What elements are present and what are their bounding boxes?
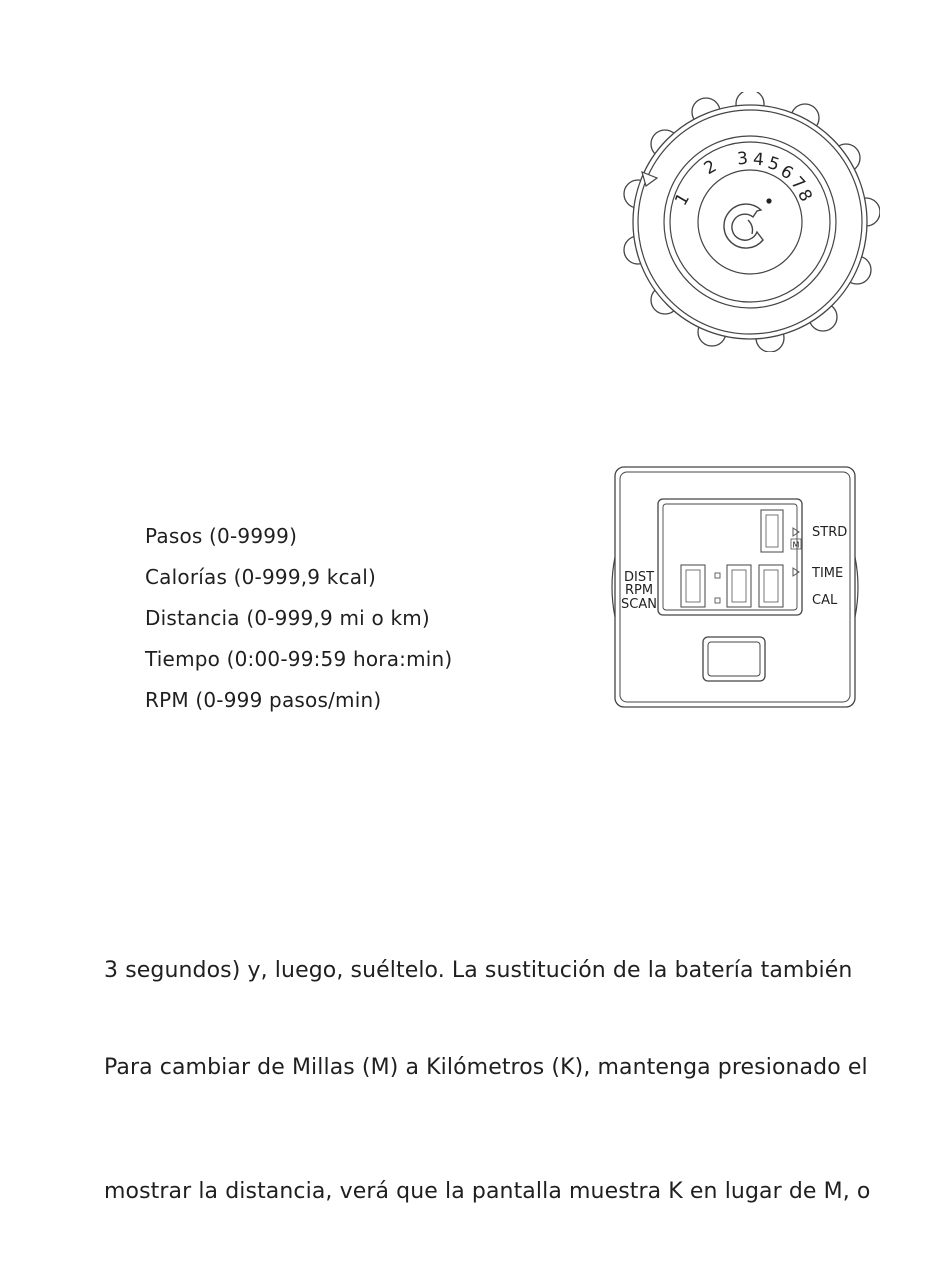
dial-number: 4 bbox=[752, 149, 765, 171]
console-mode-button[interactable] bbox=[703, 637, 765, 681]
metrics-list bbox=[145, 516, 452, 721]
console-label-rpm: RPM bbox=[624, 583, 654, 598]
unit-indicator: M bbox=[792, 540, 800, 550]
console-label-dist: DIST bbox=[623, 570, 655, 585]
dial-number: 6 bbox=[776, 161, 797, 185]
dial-number: 3 bbox=[736, 148, 749, 170]
metric-distance: Distancia (0-999,9 mi o km) bbox=[145, 606, 430, 630]
metric-steps: Pasos (0-9999) bbox=[145, 524, 298, 548]
resistance-dial-svg bbox=[620, 92, 880, 352]
metric-calories: Calorías (0-999,9 kcal) bbox=[145, 565, 376, 589]
resistance-dial-illustration bbox=[620, 92, 880, 352]
paragraph-line: mostrar la distancia, verá que la pantalla muestra K en lugar de M, o bbox=[104, 1179, 871, 1204]
console-label-scan: SCAN bbox=[621, 597, 657, 612]
metric-rpm: RPM (0-999 pasos/min) bbox=[145, 688, 382, 712]
paragraph-line: Para cambiar de Millas (M) a Kilómetros (K), mantenga presionado el bbox=[104, 1055, 868, 1080]
console-svg bbox=[603, 462, 863, 712]
dial-number: 2 bbox=[700, 156, 721, 180]
metric-time: Tiempo (0:00-99:59 hora:min) bbox=[145, 647, 453, 671]
console-label-strd: STRD bbox=[812, 525, 848, 540]
console-label-time: TIME bbox=[812, 566, 844, 581]
console-illustration bbox=[603, 462, 863, 712]
paragraph-line: 3 segundos) y, luego, suéltelo. La sustitución de la batería también bbox=[104, 958, 853, 983]
dial-number: 5 bbox=[765, 153, 782, 176]
dial-number: 8 bbox=[793, 186, 816, 206]
dial-number: 1 bbox=[671, 189, 695, 210]
dial-indicator-dot bbox=[766, 198, 771, 203]
lcd-screen bbox=[658, 499, 802, 615]
console-label-cal: CAL bbox=[812, 593, 838, 608]
dial-number: 7 bbox=[786, 172, 809, 195]
